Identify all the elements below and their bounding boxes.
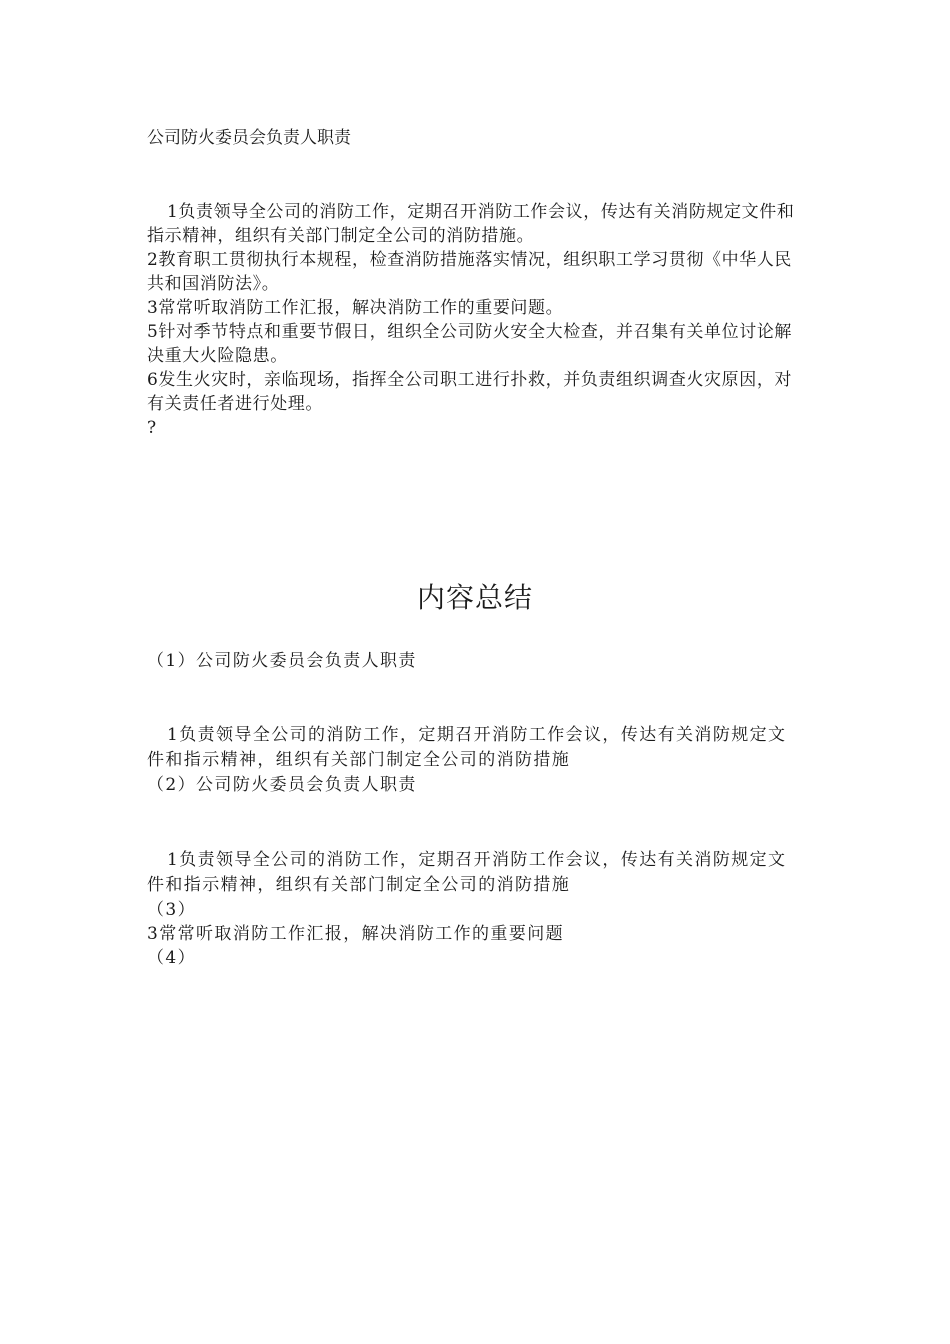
summary-text-1: 1负责领导全公司的消防工作，定期召开消防工作会议，传达有关消防规定文件和指示精神，组织有关部门制定全公司的消防措施	[147, 725, 787, 770]
summary-heading: 内容总结	[416, 581, 533, 614]
paragraph-5: 5针对季节特点和重要节假日，组织全公司防火安全大检查，并召集有关单位讨论解决重大火险隐患。	[147, 322, 793, 366]
summary-label-3: （3）	[147, 900, 197, 920]
summary-label-4: （4）	[147, 948, 197, 968]
summary-text-3: 3常常听取消防工作汇报，解决消防工作的重要问题	[147, 924, 565, 944]
document-title: 公司防火委员会负责人职责	[147, 128, 351, 148]
summary-label-1: （1）公司防火委员会负责人职责	[147, 651, 417, 671]
summary-label-2: （2）公司防火委员会负责人职责	[147, 775, 417, 795]
document-body	[147, 200, 802, 440]
paragraph-1: 1负责领导全公司的消防工作，定期召开消防工作会议，传达有关消防规定文件和指示精神，组织有关部门制定全公司的消防措施。	[147, 202, 795, 246]
paragraph-3: 3常常听取消防工作汇报，解决消防工作的重要问题。	[147, 298, 564, 318]
paragraph-2: 2教育职工贯彻执行本规程，检查消防措施落实情况，组织职工学习贯彻《中华人民共和国消防法》。	[147, 250, 793, 294]
paragraph-6: 6发生火灾时，亲临现场，指挥全公司职工进行扑救，并负责组织调查火灾原因，对有关责任者进行处理。	[147, 370, 793, 414]
summary-text-2: 1负责领导全公司的消防工作，定期召开消防工作会议，传达有关消防规定文件和指示精神，组织有关部门制定全公司的消防措施	[147, 850, 787, 895]
paragraph-question-mark: ?	[147, 418, 157, 438]
